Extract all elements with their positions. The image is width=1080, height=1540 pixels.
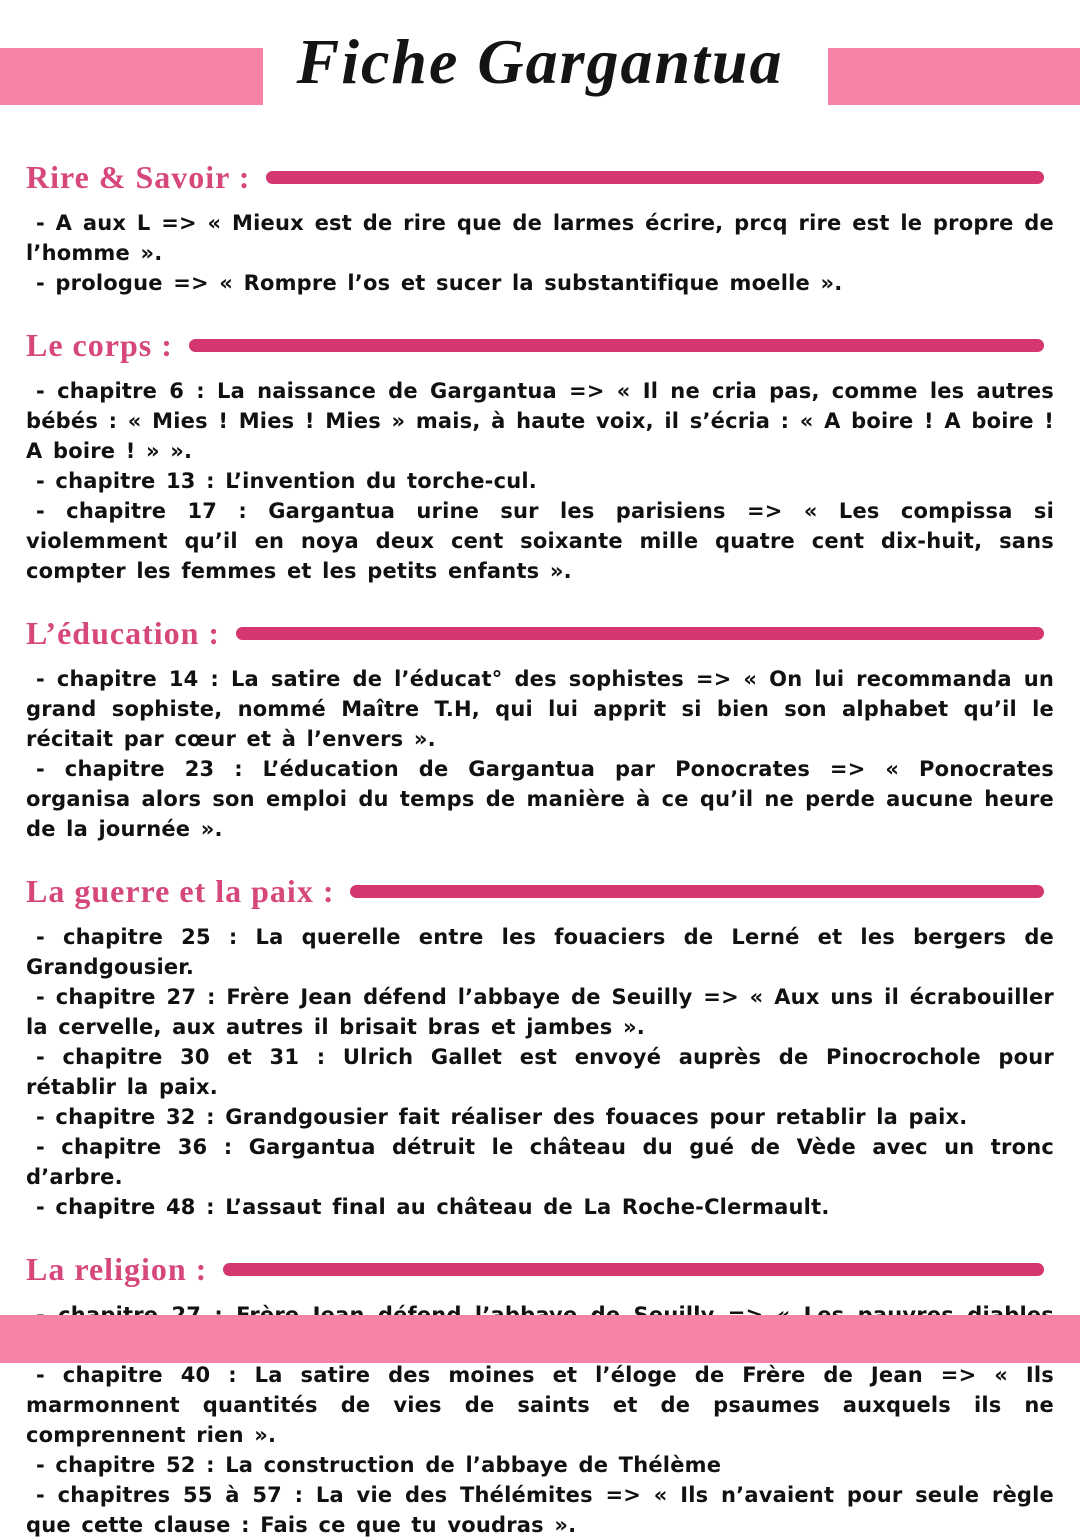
- note-item: - chapitre 25 : La querelle entre les fouaciers de Lerné et les bergers de Grandgousier.: [26, 925, 1054, 979]
- section: [26, 1246, 1054, 1540]
- footer-bar: [0, 1315, 1080, 1363]
- section-heading-row: [26, 610, 1054, 656]
- note-item: - chapitre 32 : Grandgousier fait réaliser des fouaces pour retablir la paix.: [36, 1105, 968, 1129]
- heading-divider: [189, 339, 1044, 352]
- note-item: - chapitre 14 : La satire de l’éducat° des sophistes => « On lui recommanda un grand sophiste, nommé Maître T.H, qui lui apprit si bien son alphabet qu’il le récitait par cœur et à l’envers ».: [26, 667, 1054, 751]
- section-heading: Rire & Savoir :: [26, 159, 251, 195]
- note-item: - chapitre 27 : Frère Jean défend l’abbaye de Seuilly => « Aux uns il écrabouiller la cervelle, aux autres il brisait bras et jambes ».: [26, 985, 1054, 1039]
- note-item: - chapitre 6 : La naissance de Gargantua => « Il ne cria pas, comme les autres bébés : « Mies ! Mies ! Mies » mais, à haute voix, il s’écria : « A boire ! A boire ! A boire ! » ».: [26, 379, 1054, 463]
- note-item: - A aux L => « Mieux est de rire que de larmes écrire, prcq rire est le propre de l’homme ».: [26, 211, 1054, 265]
- section-heading: L’éducation :: [26, 615, 221, 651]
- section-heading-row: [26, 322, 1054, 368]
- page-title: Fiche Gargantua: [296, 26, 784, 97]
- section-heading-row: [26, 868, 1054, 914]
- note-item: - chapitres 55 à 57 : La vie des Thélémites => « Ils n’avaient pour seule règle que cette clause : Fais ce que tu voudras ».: [26, 1483, 1054, 1537]
- section-heading-row: [26, 154, 1054, 200]
- notes-list: [26, 664, 1054, 844]
- note-item: - chapitre 30 et 31 : Ulrich Gallet est envoyé auprès de Pinocrochole pour rétablir la paix.: [26, 1045, 1054, 1099]
- section: [26, 322, 1054, 586]
- heading-divider: [350, 885, 1044, 898]
- section-heading: Le corps :: [26, 327, 173, 363]
- note-item: - chapitre 36 : Gargantua détruit le château du gué de Vède avec un tronc d’arbre.: [26, 1135, 1054, 1189]
- header: [0, 0, 1080, 130]
- notes-list: [26, 376, 1054, 586]
- section-heading: La guerre et la paix :: [26, 873, 335, 909]
- notes-list: [26, 208, 1054, 298]
- section: [26, 868, 1054, 1222]
- heading-divider: [266, 171, 1044, 184]
- section-heading-row: [26, 1246, 1054, 1292]
- note-item: - chapitre 23 : L’éducation de Gargantua par Ponocrates => « Ponocrates organisa alors son emploi du temps de manière à ce qu’il ne perde aucune heure de la journée ».: [26, 757, 1054, 841]
- note-item: - prologue => « Rompre l’os et sucer la substantifique moelle ».: [36, 271, 843, 295]
- note-item: - chapitre 40 : La satire des moines et l’éloge de Frère de Jean => « Ils marmonnent quantités de vies de saints et de psaumes auxquels ils ne comprennent rien ».: [26, 1363, 1054, 1447]
- section-heading: La religion :: [26, 1251, 208, 1287]
- note-item: - chapitre 17 : Gargantua urine sur les parisiens => « Les compissa si violemment qu’il en noya deux cent soixante mille quatre cent dix-huit, sans compter les femmes et les petits enfants ».: [26, 499, 1054, 583]
- heading-divider: [236, 627, 1044, 640]
- note-item: - chapitre 48 : L’assaut final au château de La Roche-Clermault.: [36, 1195, 830, 1219]
- notes-list: [26, 922, 1054, 1222]
- note-item: - chapitre 13 : L’invention du torche-cul.: [36, 469, 537, 493]
- section: [26, 610, 1054, 844]
- section: [26, 154, 1054, 298]
- note-item: - chapitre 52 : La construction de l’abbaye de Thélème: [36, 1453, 722, 1477]
- heading-divider: [223, 1263, 1044, 1276]
